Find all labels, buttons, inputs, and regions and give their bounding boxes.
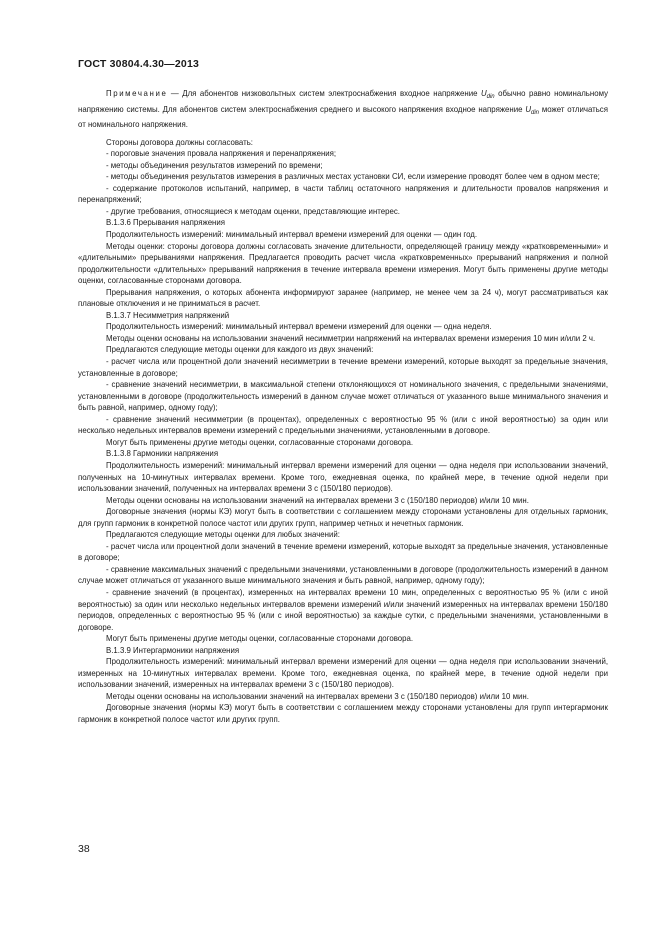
list-item: - расчет числа или процентной доли значений в течение времени измерений, которые выходят за предельные значения, установленные в договоре; — [78, 541, 608, 563]
section-heading: В.1.3.6 Прерывания напряжения — [106, 218, 226, 228]
note-paragraph: Примечание — Для абонентов низковольтных систем электроснабжения входное напряжение $U_{din}$ обычно равно номинальному напряжению системы. Для абонентов систем электроснабжения среднего и высокого напряжения входное напряжение $U_{din}$ может отличаться от номинального напряжения. — [78, 89, 608, 130]
list-item: - сравнение значений несимметрии, в максимальной степени отклоняющихся от номинального значения, с предельными значениями, установленными в договоре (продолжительность измерений в данном случае может отличаться от указанного выше минимального значения и быть равной, например, одному году); — [78, 380, 608, 413]
list-item: - сравнение максимальных значений с предельными значениями, установленными в договоре (продолжительность измерений в данном случае может отличаться от указанного выше минимального значения и быть равной, например, одному году); — [78, 564, 608, 586]
list-item: - методы объединения результатов измерения в различных местах установки СИ, если измерение проводят более чем в одном месте; — [106, 172, 600, 182]
list-item: - пороговые значения провала напряжения и перенапряжения; — [106, 149, 337, 159]
paragraph: Прерывания напряжения, о которых абонента информируют заранее (например, не менее чем за 24 ч), могут рассматриваться как плановые отключения и не приниматься в расчет. — [78, 287, 608, 309]
paragraph: Продолжительность измерений: минимальный интервал времени измерений для оценки — одна неделя при использовании значений, полученных на 10-минутных интервалах времени. Кроме того, ежедневная оценка, по крайней мере, в течение одной недели при использовании значений, полученных на интервалах времени 3 с (150/180 периодов). — [78, 460, 608, 494]
paragraph: Методы оценки основаны на использовании значений на интервалах времени 3 с (150/180 периодов) и/или 10 мин. — [106, 691, 529, 701]
section-heading: В.1.3.8 Гармоники напряжения — [106, 449, 219, 459]
voltage-symbol: U — [525, 104, 531, 114]
page-header: ГОСТ 30804.4.30—2013 — [78, 58, 200, 70]
document-body — [78, 88, 608, 726]
section-heading: В.1.3.7 Несимметрия напряжений — [106, 310, 230, 320]
paragraph: Стороны договора должны согласовать: — [106, 137, 253, 147]
note-label: Примечание — [106, 89, 168, 98]
paragraph: Продолжительность измерений: минимальный интервал времени измерений для оценки — одна неделя. — [106, 322, 492, 332]
paragraph: Договорные значения (нормы КЭ) могут быть в соответствии с соглашением между сторонами установлены для групп интергармоник гармоник в конкретной полосе частот или других групп. — [78, 703, 608, 724]
paragraph: Продолжительность измерений: минимальный интервал времени измерений для оценки — один год. — [106, 230, 478, 240]
paragraph: Методы оценки: стороны договора должны согласовать значение длительности, определяющей границу между «кратковременными» и «длительными» прерываниями напряжения. Предлагается проводить расчет числа «кратковременных» прерываний напряжения и полной продолжительности «длительных» прерываний напряжения в течение интервала времени измерения. Могут быть применены другие методы оценки, согласованные сторонами договора. — [78, 241, 608, 286]
list-item: - другие требования, относящиеся к методам оценки, представляющие интерес. — [106, 206, 400, 216]
paragraph: Договорные значения (нормы КЭ) могут быть в соответствии с соглашением между сторонами установлены для отдельных гармоник, для групп гармоник в конкретной полосе частот или других групп, например четных и нечетных гармоник. — [78, 507, 608, 528]
voltage-subscript: din — [486, 94, 495, 100]
section-heading: В.1.3.9 Интергармоники напряжения — [106, 645, 240, 655]
list-item: - содержание протоколов испытаний, например, в части таблиц остаточного напряжения и длительности провалов напряжения и перенапряжений; — [78, 183, 608, 205]
paragraph: Методы оценки основаны на использовании значений несимметрии напряжений на интервалах времени измерения 10 мин и/или 2 ч. — [106, 333, 596, 343]
list-item: - сравнение значений (в процентах), измеренных на интервалах времени 10 мин, определенных с вероятностью 95 % (или с иной вероятностью) за один или несколько недельных интервалов времени измерений и/или значений измеренных на интервалах времени 150/180 периодов, определенных с вероятностью 95 % (или с иной вероятностью) за каждые сутки, с предельными значениями, установленными в договоре. — [78, 587, 608, 632]
list-item: - сравнение значений несимметрии (в процентах), определенных с вероятностью 95 % (или с иной вероятностью) за один или несколько недельных интервалов времени измерений с предельными значениями, установленными в договоре. — [78, 414, 608, 436]
paragraph: Предлагаются следующие методы оценки для каждого из двух значений: — [106, 345, 374, 355]
paragraph: Продолжительность измерений: минимальный интервал времени измерений для оценки — одна неделя при использовании значений, измеренных на 10-минутных интервалах времени. Кроме того, ежедневная оценка, по крайней мере, в течение одной недели при использовании значений, измеренных на интервалах времени 3 с (150/180 периодов). — [78, 657, 608, 690]
paragraph: Предлагаются следующие методы оценки для любых значений: — [106, 530, 340, 540]
paragraph: Могут быть применены другие методы оценки, согласованные сторонами договора. — [106, 634, 414, 644]
paragraph: Могут быть применены другие методы оценки, согласованные сторонами договора. — [106, 437, 414, 447]
voltage-symbol: U — [480, 89, 487, 98]
voltage-subscript: din — [531, 109, 540, 116]
list-item: - методы объединения результатов измерений по времени; — [106, 160, 323, 170]
list-item: - расчет числа или процентной доли значений несимметрии в течение времени измерений, которые выходят за предельные значения, установленные в договоре; — [78, 357, 608, 378]
paragraph: Методы оценки основаны на использовании значений на интервалах времени 3 с (150/180 периодов) и/или 10 мин. — [106, 495, 529, 505]
page-number: 38 — [78, 843, 90, 855]
